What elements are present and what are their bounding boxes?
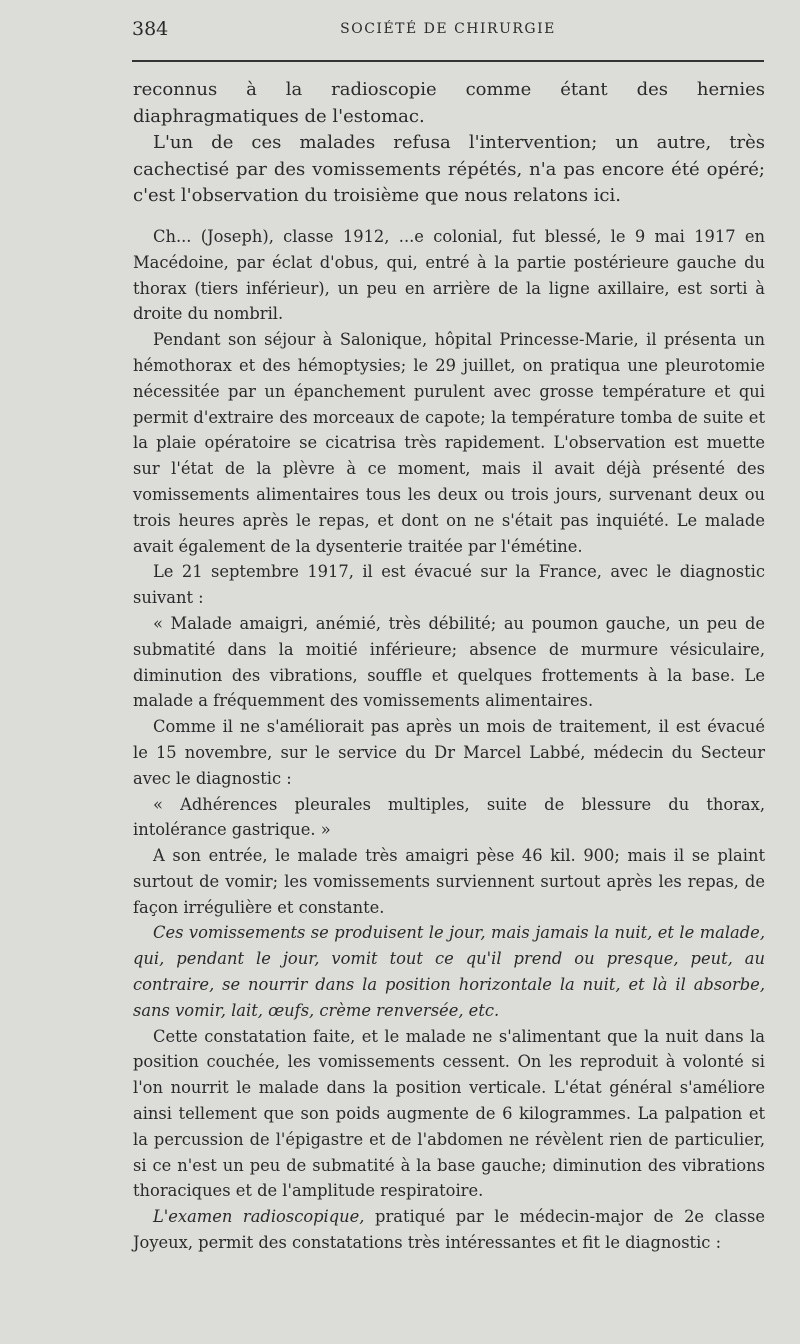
- italic-text: Ces vomissements se produisent le jour, mais jamais la nuit, et le malade, qui, pendant le jour, vomit tout ce qu'il prend ou presque, peut, au contraire, se nourrir dans la position horizontale la nuit, et là il absorbe, sans vomir, lait, œufs, crème renversée, etc.: [133, 923, 765, 1020]
- paragraph-case-intro: Ch... (Joseph), classe 1912, ...e colonial, fut blessé, le 9 mai 1917 en Macédoine, par éclat d'obus, qui, entré à la partie postérieure gauche du thorax (tiers inférieur), un peu en arrière de la ligne axillaire, est sorti à droite du nombril.: [133, 226, 765, 324]
- paragraph: A son entrée, le malade très amaigri pèse 46 kil. 900; mais il se plaint surtout de vomir; les vomissements surviennent surtout après les repas, de façon irrégulière et constante.: [133, 846, 765, 917]
- paragraph-rest: pratiqué par le médecin-major de 2e classe Joyeux, permit des constatations très intéressantes et fit le diagnostic :: [133, 1207, 766, 1253]
- paragraph-radioscopy: [133, 1204, 765, 1256]
- paragraph: Comme il ne s'améliorait pas après un mois de traitement, il est évacué le 15 novembre, sur le service du Dr Marcel Labbé, médecin du Secteur avec le diagnostic :: [133, 717, 765, 788]
- paragraph: Pendant son séjour à Salonique, hôpital Princesse-Marie, il présenta un hémothorax et des hémoptysies; le 29 juillet, on pratiqua une pleurotomie nécessitée par un épanchement purulent avec grosse température et qui permit d'extraire des morceaux de capote; la température tomba de suite et la plaie opératoire se cicatrisa très rapidement. L'observation est muette sur l'état de la plèvre à ce moment, mais il avait déjà présenté des vomissements alimentaires tous les deux ou trois jours, survenant deux ou trois heures après le repas, et dont on ne s'était pas inquiété. Le malade avait également de la dysenterie traitée par l'émétine.: [133, 330, 765, 556]
- paragraph-quote: « Malade amaigri, anémié, très débilité; au poumon gauche, un peu de submatité dans la moitié inférieure; absence de murmure vésiculaire, diminution des vibrations, souffle et quelques frottements à la base. Le malade a fréquemment des vomissements alimentaires.: [133, 613, 765, 711]
- paragraph: Cette constatation faite, et le malade ne s'alimentant que la nuit dans la position couchée, les vomissements cessent. On les reproduit à volonté si l'on nourrit le malade dans la position verticale. L'état général s'améliore ainsi tellement que son poids augmente de 6 kilogrammes. La palpation et la percussion de l'épigastre et de l'abdomen ne révèlent rien de particulier, si ce n'est un peu de submatité à la base gauche; diminution des vibrations thoraciques et de l'amplitude respiratoire.: [133, 1026, 765, 1201]
- running-head: SOCIÉTÉ DE CHIRURGIE: [340, 21, 556, 37]
- body-text: [133, 77, 765, 1256]
- paragraph: L'un de ces malades refusa l'intervention; un autre, très cachectisé par des vomissements répétés, n'a pas encore été opéré; c'est l'observation du troisième que nous relatons ici.: [133, 132, 765, 207]
- paragraph-quote: « Adhérences pleurales multiples, suite de blessure du thorax, intolérance gastrique. »: [133, 794, 765, 840]
- page-number: 384: [132, 18, 169, 40]
- paragraph: reconnus à la radioscopie comme étant des hernies diaphragmatiques de l'estomac.: [133, 79, 765, 127]
- paragraph-italic: [133, 920, 765, 1023]
- page-header: [132, 18, 764, 46]
- paragraph: Le 21 septembre 1917, il est évacué sur la France, avec le diagnostic suivant :: [133, 562, 765, 608]
- italic-lead: L'examen radioscopique,: [153, 1207, 365, 1227]
- header-rule: [132, 60, 764, 62]
